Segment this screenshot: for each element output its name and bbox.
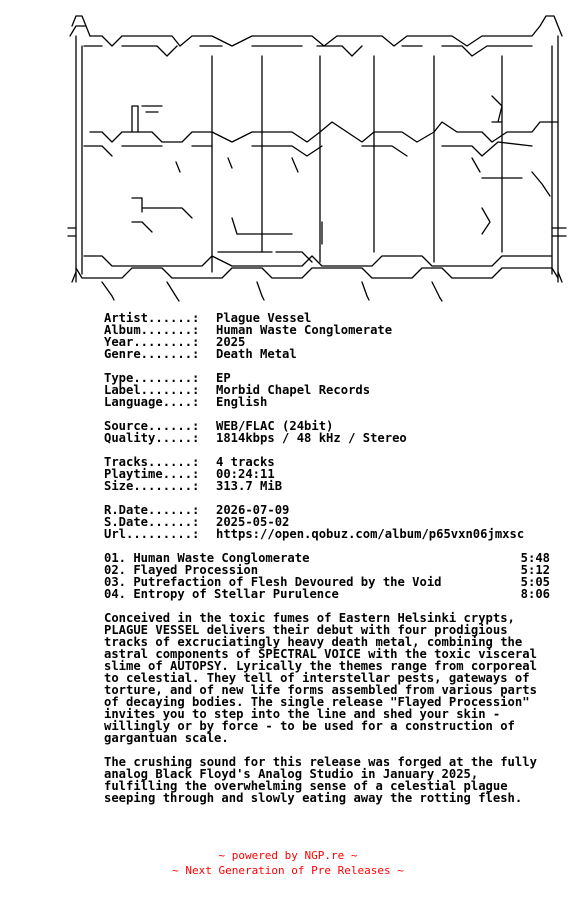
playtime-value: 00:24:11 — [216, 467, 275, 481]
track-title: 01. Human Waste Conglomerate — [104, 551, 310, 565]
footer-tagline: ~ Next Generation of Pre Releases ~ — [172, 864, 404, 877]
info-type: Type........: EP — [104, 371, 231, 385]
info-source: Source......: WEB/FLAC (24bit) — [104, 419, 334, 433]
url-link[interactable]: https://open.qobuz.com/album/p65vxn06jmxsc — [216, 527, 525, 541]
track-row-4 — [104, 588, 564, 600]
track-duration: 8:06 — [520, 587, 550, 601]
info-tracks: Tracks......: 4 tracks — [104, 455, 275, 469]
quality-value: 1814kbps / 48 kHz / Stereo — [216, 431, 407, 445]
rdate-value: 2026-07-09 — [216, 503, 290, 517]
type-value: EP — [216, 371, 231, 385]
info-artist: Artist......: Plague Vessel — [104, 311, 312, 325]
info-playtime: Playtime....: 00:24:11 — [104, 467, 275, 481]
release-info — [104, 312, 564, 804]
track-title: 04. Entropy of Stellar Purulence — [104, 587, 339, 601]
description-paragraph-1: Conceived in the toxic fumes of Eastern Helsinki crypts, PLAGUE VESSEL delivers their debut with four prodigious tracks of excruciatingly heavy death metal, combining the astral components of SPECTRAL VOICE with the toxic visceral slime of AUTOPSY. Lyrically the themes range from corporeal to celestial. They tell of interstellar pests, gateways of torture, and of new life forms assembled from various parts of decaying bodies. The single release "Flayed Procession" invites you to step into the line and shed your skin - willingly or by force - to be used for a construction of gargantuan scale. — [104, 611, 537, 745]
track-title: 02. Flayed Procession — [104, 563, 259, 577]
info-url: Url.........: https://open.qobuz.com/album/p65vxn06jmxsc — [104, 527, 525, 541]
footer-powered-by: ~ powered by NGP.re ~ — [218, 849, 358, 862]
label-value: Morbid Chapel Records — [216, 383, 371, 397]
info-language: Language....: English — [104, 395, 268, 409]
genre-value: Death Metal — [216, 347, 297, 361]
info-album: Album.......: Human Waste Conglomerate — [104, 323, 393, 337]
track-duration: 5:05 — [520, 575, 550, 589]
info-rdate: R.Date......: 2026-07-09 — [104, 503, 290, 517]
track-title: 03. Putrefaction of Flesh Devoured by the Void — [104, 575, 442, 589]
tracks-value: 4 tracks — [216, 455, 275, 469]
info-sdate: S.Date......: 2025-05-02 — [104, 515, 290, 529]
info-quality: Quality.....: 1814kbps / 48 kHz / Stereo — [104, 431, 407, 445]
language-value: English — [216, 395, 268, 409]
track-duration: 5:12 — [520, 563, 550, 577]
size-value: 313.7 MiB — [216, 479, 283, 493]
source-value: WEB/FLAC (24bit) — [216, 419, 334, 433]
track-duration: 5:48 — [520, 551, 550, 565]
info-year: Year........: 2025 — [104, 335, 246, 349]
description-paragraph-2: The crushing sound for this release was forged at the fully analog Black Floyd's Analog Studio in January 2025, fulfilling the overwhelming sense of a celestial plague seeping through and slowly eating away the rotting flesh. — [104, 755, 537, 805]
info-genre: Genre.......: Death Metal — [104, 347, 297, 361]
info-size: Size........: 313.7 MiB — [104, 479, 283, 493]
album-value: Human Waste Conglomerate — [216, 323, 393, 337]
sdate-value: 2025-05-02 — [216, 515, 290, 529]
year-value: 2025 — [216, 335, 246, 349]
artist-value: Plague Vessel — [216, 311, 312, 325]
info-label: Label.......: Morbid Chapel Records — [104, 383, 371, 397]
ascii-logo-drawing — [62, 12, 572, 302]
ascii-logo — [62, 12, 572, 302]
